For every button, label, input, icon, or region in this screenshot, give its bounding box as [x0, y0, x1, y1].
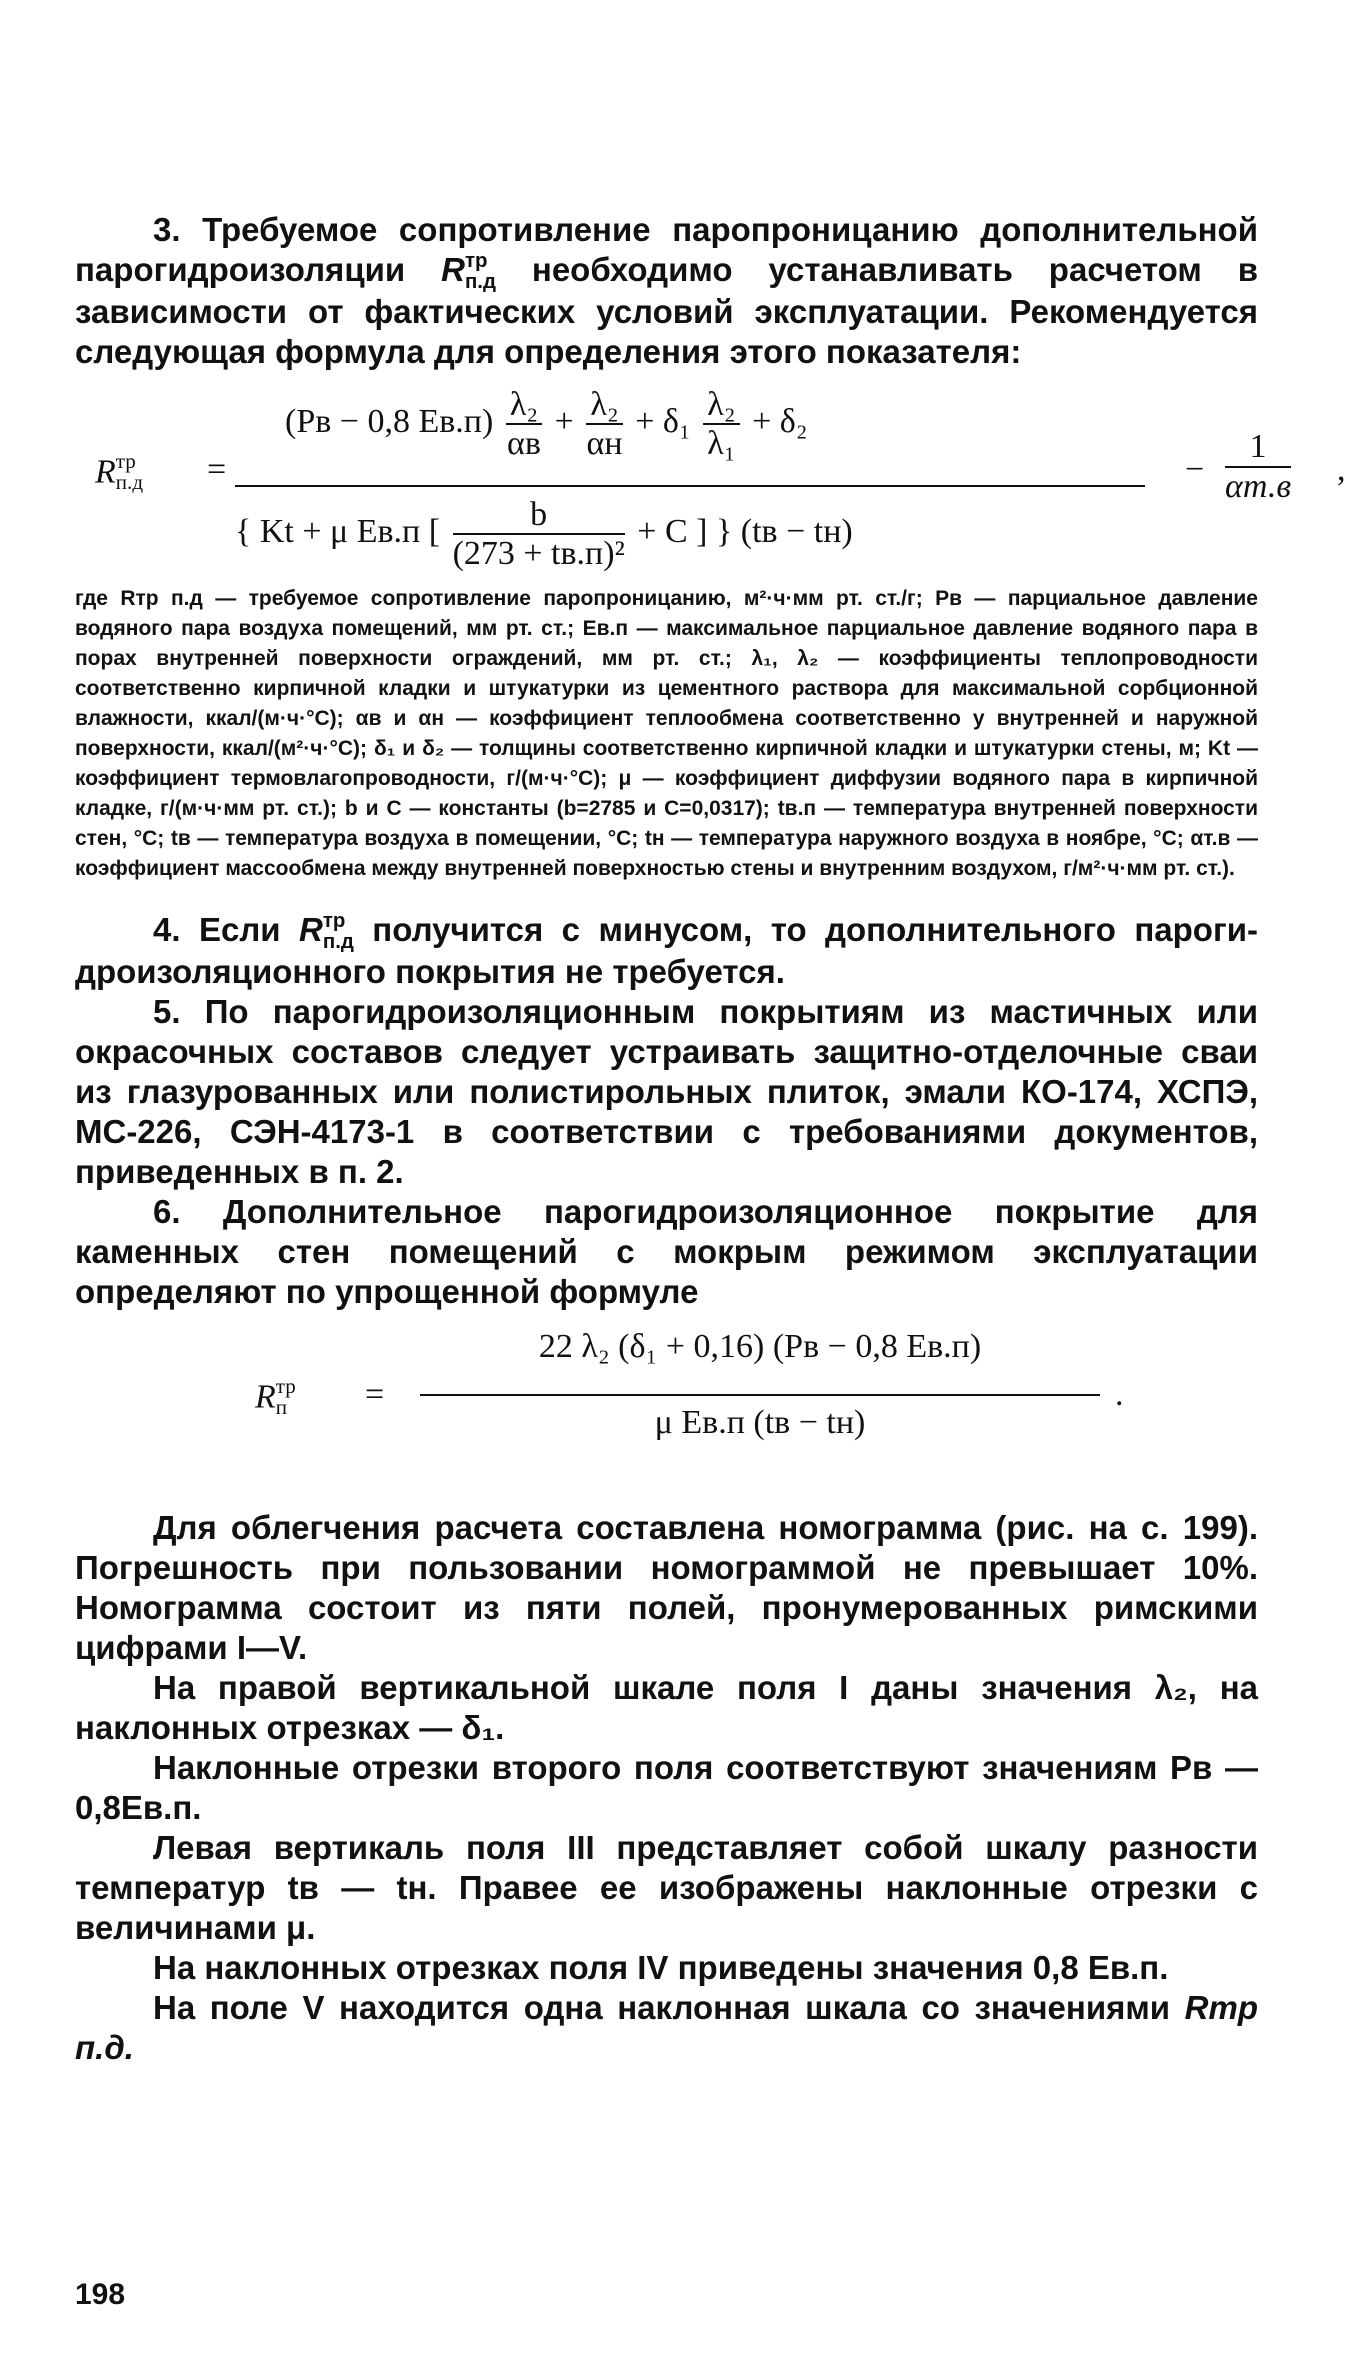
formula2-lhs: R тр п — [255, 1374, 296, 1420]
formula2-denominator: μ Eв.п (tв − tн) — [654, 1404, 866, 1442]
paragraph-3 — [75, 210, 1258, 372]
formula-required-resistance — [75, 386, 1346, 576]
paragraph-field-5: На поле V находится одна наклонная шкала со значениями Rтр п.д. — [75, 1989, 1258, 2067]
formula2-period: . — [1115, 1376, 1124, 1414]
formula1-fraction-bar — [235, 485, 1145, 487]
paragraph-3-text-a: 3. Требуемое сопротивление паропроницанию дополнительной парогидроизоляции — [75, 211, 1258, 288]
formula-simplified — [75, 1328, 1258, 1488]
paragraph-nomogram: Для облегчения расчета составлена номограмма (рис. на с. 199). Погрешность при пользовании номограммой не превышает 10%. Номограмма состоит из пяти полей, пронумерованных римскими цифрами I—V. — [75, 1509, 1258, 1667]
formula1-denominator: { Kt + μ Eв.п [ $\frac{b}{\text{(273 + tв.п)²}}$ + C ] } (tв − tн) — [235, 496, 853, 573]
paragraph-field-1: На правой вертикальной шкале поля I даны значения λ₂, на наклонных отрезках — δ₁. — [75, 1669, 1258, 1747]
paragraph-field-2: Наклонные отрезки второго поля соответствуют значениям Pв — 0,8Eв.п. — [75, 1749, 1258, 1827]
r-symbol: R — [299, 911, 323, 949]
formula1-comma: , — [1337, 451, 1346, 489]
formula1-lhs: R тр п.д — [95, 449, 144, 495]
formula2-numerator: 22 λ₂ (δ₁ + 0,16) (Pв − 0,8 Eв.п) — [538, 1328, 982, 1366]
formula1-numerator: (Pв − 0,8 Eв.п) $\frac{\text{λ₂}}{\alpha в}$ + $\frac{\text{λ₂}}{\alpha н}$ + δ₁ $\frac{\text{λ₂}}{\text{λ₁}}$ + δ₂ — [285, 386, 808, 463]
page-number: 198 — [75, 2278, 126, 2311]
paragraph-4: 4. Если R тр п.д получится с минусом, то дополнительного парогидроизоляционного покрытия не требуется. — [75, 909, 1258, 991]
r-indices: тр п.д — [464, 249, 496, 293]
formula1-minus: − — [1185, 451, 1205, 489]
formula1-equals: = — [207, 451, 227, 489]
paragraph-5: 5. По парогидроизоляционным покрытиям из мастичных или окрасочных составов следует устраивать защитно-отделочные сваи из глазурованных или полистирольных плиток, эмали КО-174, ХСПЭ, МС-226, СЭН-4173-1 в соответствии с требованиями документов, приведенных в п. 2. — [75, 993, 1258, 1191]
paragraph-3-text-b: необходимо устанавливать расчетом в зависимости от фактических условий эксплуатации. Рекомендуется следующая формула для определения этого показателя: — [75, 251, 1258, 371]
paragraph-field-4: На наклонных отрезках поля IV приведены значения 0,8 Eв.п. — [153, 1949, 1169, 1987]
paragraph-field-3: Левая вертикаль поля III представляет собой шкалу разности температур tв — tн. Правее ее изображены наклонные отрезки с величинами μ. — [75, 1829, 1258, 1947]
r-indices: тр п.д — [322, 909, 354, 953]
formula1-last-term: 1 αт.в — [1225, 428, 1292, 506]
paragraph-6: 6. Дополнительное парогидроизоляционное покрытие для каменных стен помещений с мокрым режимом эксплуатации определяют по упрощенной формуле — [75, 1193, 1258, 1311]
formula2-fraction-bar — [420, 1394, 1100, 1396]
r-symbol: R — [441, 251, 465, 288]
formula2-equals: = — [365, 1376, 385, 1414]
formula1-legend: где Rтр п.д — требуемое сопротивление паропроницанию, м²·ч·мм рт. ст./г; Pв — парциальное давление водяного пара воздуха помещений, мм рт. ст.; Eв.п — максимальное парциальное давление водяного пара в порах внутренней поверхности ограждений, мм рт. ст.; λ₁, λ₂ — коэффициенты теплопроводности соответственно кирпичной кладки и штукатурки из цементного раствора для максимальной сорбционной влажности, ккал/(м·ч·°С); αв и αн — коэффициент теплообмена соответственно у внутренней и наружной поверхности, ккал/(м²·ч·°С); δ₁ и δ₂ — толщины соответственно кирпичной кладки и штукатурки стены, м; Kt — коэффициент термовлагопроводности, г/(м·ч·°С); μ — коэффициент диффузии водяного пара в кирпичной кладке, г/(м·ч·мм рт. ст.); b и C — константы (b=2785 и C=0,0317); tв.п — температура внутренней поверхности стен, °С; tв — температура воздуха в помещении, °С; tн — температура наружного воздуха в ноябре, °С; αт.в — коэффициент массообмена между внутренней поверхностью стены и внутренним воздухом, г/м²·ч·мм рт. ст.). — [75, 587, 1258, 881]
